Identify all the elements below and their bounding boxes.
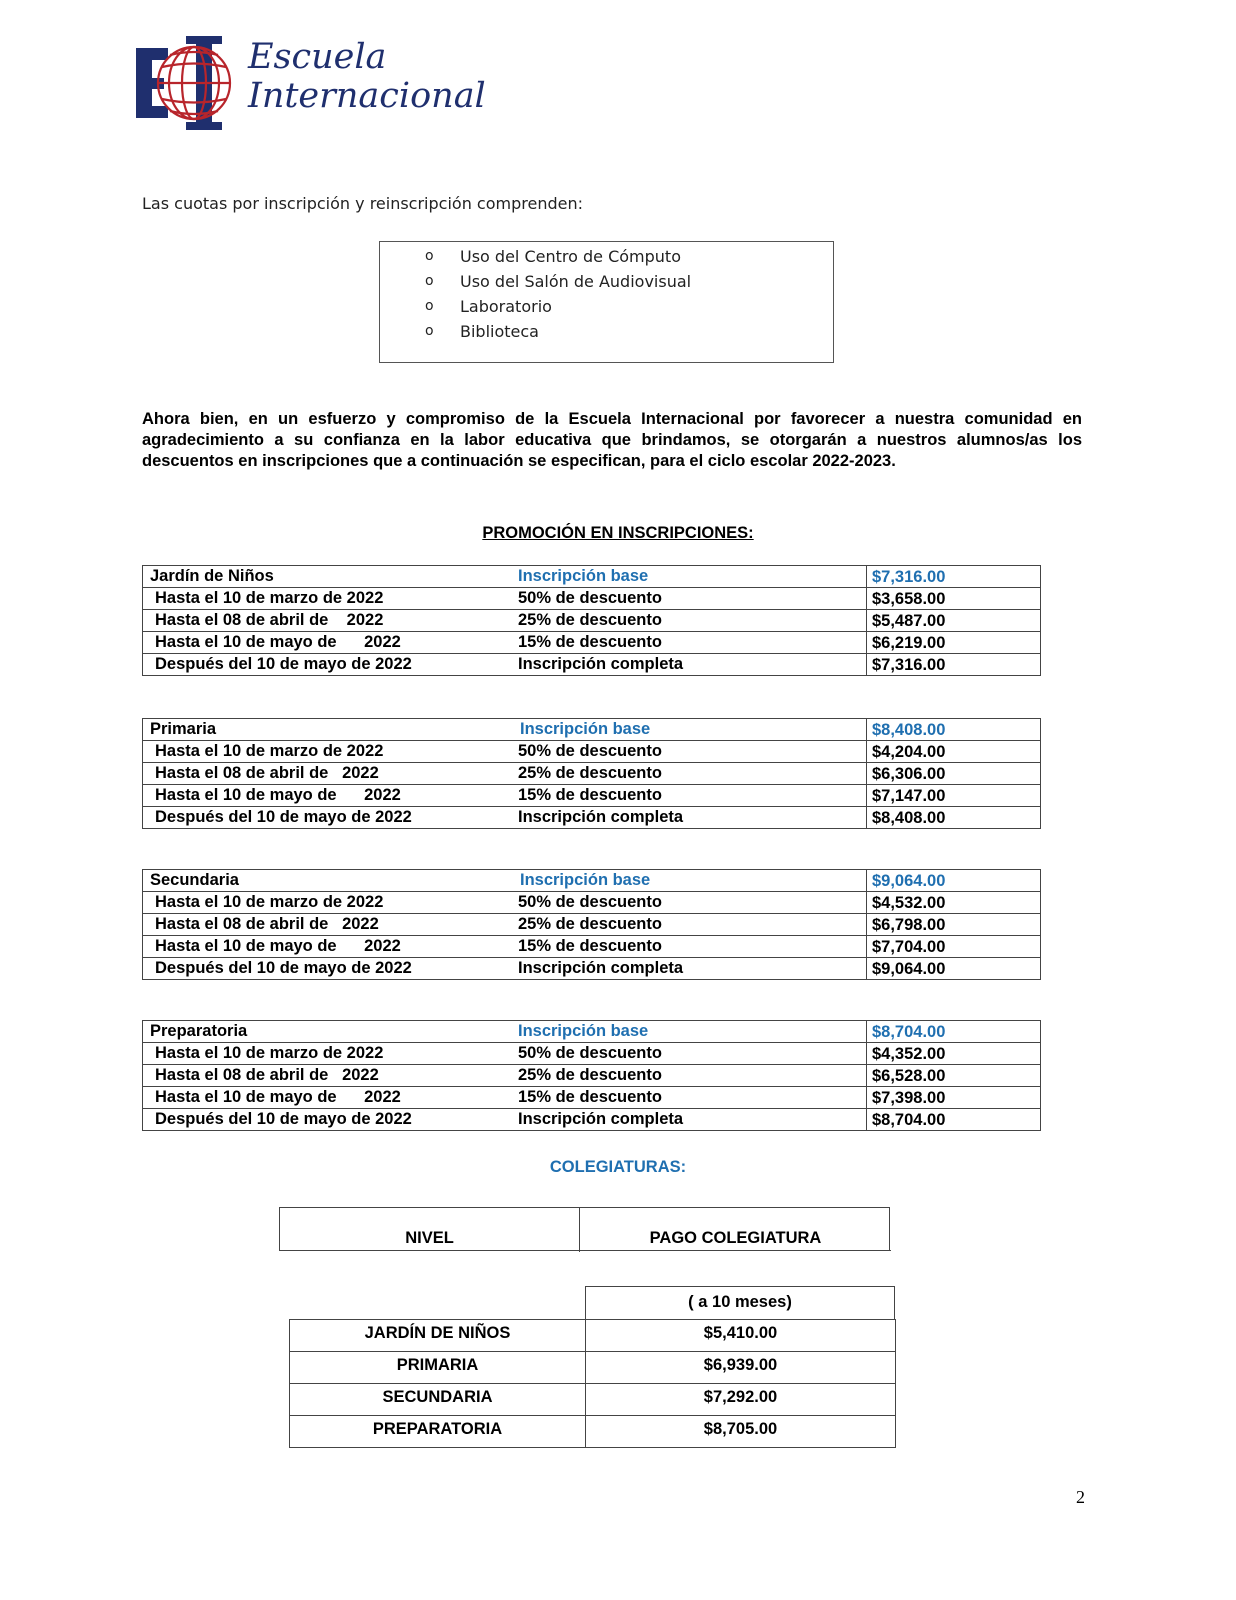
- colegiaturas-header: [279, 1207, 890, 1251]
- promo-title-text: PROMOCIÓN EN INSCRIPCIONES:: [482, 524, 754, 542]
- table-row: [143, 610, 1041, 632]
- includes-box: [379, 241, 834, 363]
- discount-label: 15% de descuento: [518, 937, 662, 955]
- base-price: $8,408.00: [867, 719, 1041, 741]
- table-row: [143, 763, 1041, 785]
- logo-wordmark: [248, 38, 486, 116]
- table-row: [143, 588, 1041, 610]
- discount-paragraph: Ahora bien, en un esfuerzo y compromiso de la Escuela Internacional por favorecer a nuestra comunidad en agradecimiento a su confianza en la labor educativa que brindamos, se otorgarán a nuestros alumnos/as los descuentos en inscripciones que a continuación se especifican, para el ciclo escolar 2022-2023.: [142, 410, 1082, 470]
- bullet-icon: o: [425, 273, 434, 289]
- date-label: Después del 10 de mayo de 2022: [155, 655, 412, 673]
- table-cell: [143, 914, 867, 936]
- table-header-row: [143, 870, 1041, 892]
- date-label: Hasta el 10 de mayo de 2022: [155, 633, 401, 651]
- list-item-label: Uso del Centro de Cómputo: [460, 247, 681, 266]
- base-price: $7,316.00: [867, 566, 1041, 588]
- price-cell: $4,352.00: [867, 1043, 1041, 1065]
- table-cell: [143, 1087, 867, 1109]
- price-cell: $4,532.00: [867, 892, 1041, 914]
- fee-table-jardin: [142, 565, 1041, 676]
- discount-label: 50% de descuento: [518, 742, 662, 760]
- fee-table-secundaria: [142, 869, 1041, 980]
- discount-label: Inscripción completa: [518, 1110, 684, 1128]
- table-cell: [143, 632, 867, 654]
- date-label: Después del 10 de mayo de 2022: [155, 1110, 412, 1128]
- table-row: [143, 654, 1041, 676]
- price-cell: $7,704.00: [867, 936, 1041, 958]
- table-header-row: [143, 566, 1041, 588]
- discount-label: 15% de descuento: [518, 633, 662, 651]
- list-item: [380, 294, 833, 319]
- price-cell: $7,398.00: [867, 1087, 1041, 1109]
- price-cell: $9,064.00: [867, 958, 1041, 980]
- table-header-row: [143, 719, 1041, 741]
- table-cell: [143, 566, 867, 588]
- header-nivel: NIVEL: [280, 1208, 580, 1252]
- table-row: [143, 1043, 1041, 1065]
- level-cell: PRIMARIA: [290, 1352, 586, 1384]
- price-cell: $6,798.00: [867, 914, 1041, 936]
- date-label: Después del 10 de mayo de 2022: [155, 808, 412, 826]
- date-label: Hasta el 08 de abril de 2022: [155, 764, 379, 782]
- list-item-label: Laboratorio: [460, 297, 552, 316]
- discount-label: 25% de descuento: [518, 1066, 662, 1084]
- school-logo: [134, 34, 514, 134]
- table-cell: [143, 892, 867, 914]
- list-item: [380, 319, 833, 344]
- logo-line-1: Escuela: [248, 37, 387, 77]
- fee-table-preparatoria: [142, 1020, 1041, 1131]
- table-header-row: [143, 1021, 1041, 1043]
- table-row: [143, 632, 1041, 654]
- table-row: [143, 892, 1041, 914]
- price-cell: $6,939.00: [586, 1352, 896, 1384]
- date-label: Hasta el 10 de marzo de 2022: [155, 589, 384, 607]
- table-cell: [143, 785, 867, 807]
- date-label: Hasta el 10 de marzo de 2022: [155, 893, 384, 911]
- table-row: [143, 936, 1041, 958]
- price-cell: $8,408.00: [867, 807, 1041, 829]
- discount-label: 25% de descuento: [518, 611, 662, 629]
- table-cell: [143, 763, 867, 785]
- discount-label: 25% de descuento: [518, 764, 662, 782]
- date-label: Hasta el 10 de mayo de 2022: [155, 937, 401, 955]
- colegiaturas-table: [289, 1319, 896, 1448]
- base-price: $8,704.00: [867, 1021, 1041, 1043]
- price-cell: $5,410.00: [586, 1320, 896, 1352]
- table-cell: [143, 741, 867, 763]
- page-number: 2: [1076, 1487, 1085, 1507]
- price-cell: $3,658.00: [867, 588, 1041, 610]
- table-cell: [143, 1021, 867, 1043]
- date-label: Hasta el 10 de mayo de 2022: [155, 786, 401, 804]
- bullet-icon: o: [425, 248, 434, 264]
- date-label: Hasta el 10 de mayo de 2022: [155, 1088, 401, 1106]
- table-cell: [143, 1109, 867, 1131]
- price-cell: $6,528.00: [867, 1065, 1041, 1087]
- price-cell: $7,147.00: [867, 785, 1041, 807]
- date-label: Hasta el 08 de abril de 2022: [155, 1066, 379, 1084]
- bullet-icon: o: [425, 298, 434, 314]
- list-item: [380, 269, 833, 294]
- discount-label: 50% de descuento: [518, 1044, 662, 1062]
- table-cell: [143, 936, 867, 958]
- base-label: Inscripción base: [518, 567, 649, 585]
- table-row: [143, 1109, 1041, 1131]
- table-cell: [143, 1043, 867, 1065]
- colegiaturas-title: COLEGIATURAS:: [549, 1158, 687, 1176]
- date-label: Hasta el 10 de marzo de 2022: [155, 1044, 384, 1062]
- base-label: Inscripción base: [520, 871, 651, 889]
- table-row: [143, 807, 1041, 829]
- price-cell: $5,487.00: [867, 610, 1041, 632]
- discount-label: 50% de descuento: [518, 893, 662, 911]
- list-item-label: Uso del Salón de Audiovisual: [460, 272, 692, 291]
- table-row: [290, 1384, 896, 1416]
- discount-label: Inscripción completa: [518, 655, 684, 673]
- list-item-label: Biblioteca: [460, 322, 539, 341]
- level-cell: PREPARATORIA: [290, 1416, 586, 1448]
- base-price: $9,064.00: [867, 870, 1041, 892]
- bullet-icon: o: [425, 323, 434, 339]
- discount-label: 50% de descuento: [518, 589, 662, 607]
- discount-label: 15% de descuento: [518, 786, 662, 804]
- level-name: Secundaria: [150, 871, 239, 889]
- table-cell: [143, 958, 867, 980]
- fee-table-primaria: [142, 718, 1041, 829]
- price-cell: $8,704.00: [867, 1109, 1041, 1131]
- table-row: [143, 1065, 1041, 1087]
- table-row: [143, 785, 1041, 807]
- level-cell: JARDÍN DE NIÑOS: [290, 1320, 586, 1352]
- table-row: [143, 741, 1041, 763]
- includes-list: [380, 242, 833, 344]
- price-cell: $6,306.00: [867, 763, 1041, 785]
- discount-label: Inscripción completa: [518, 959, 684, 977]
- table-row: [290, 1352, 896, 1384]
- table-row: [143, 958, 1041, 980]
- date-label: Hasta el 08 de abril de 2022: [155, 915, 379, 933]
- table-row: [290, 1320, 896, 1352]
- discount-label: 15% de descuento: [518, 1088, 662, 1106]
- discount-label: Inscripción completa: [518, 808, 684, 826]
- table-row: [143, 1087, 1041, 1109]
- base-label: Inscripción base: [518, 1022, 649, 1040]
- header-divider: [280, 1250, 891, 1251]
- colegiaturas-subheader: ( a 10 meses): [585, 1286, 895, 1320]
- table-row: [143, 914, 1041, 936]
- header-pago: PAGO COLEGIATURA: [649, 1229, 822, 1247]
- table-cell: [143, 610, 867, 632]
- list-item: [380, 244, 833, 269]
- price-cell: $6,219.00: [867, 632, 1041, 654]
- table-cell: [143, 1065, 867, 1087]
- base-label: Inscripción base: [520, 720, 651, 738]
- price-cell: $7,316.00: [867, 654, 1041, 676]
- date-label: Hasta el 08 de abril de 2022: [155, 611, 384, 629]
- level-name: Primaria: [150, 720, 217, 738]
- table-cell: [143, 719, 867, 741]
- price-cell: $4,204.00: [867, 741, 1041, 763]
- date-label: Después del 10 de mayo de 2022: [155, 959, 412, 977]
- level-name: Preparatoria: [150, 1022, 248, 1040]
- table-cell: [143, 807, 867, 829]
- logo-line-2: Internacional: [248, 76, 486, 116]
- table-row: [290, 1416, 896, 1448]
- price-cell: $8,705.00: [586, 1416, 896, 1448]
- intro-text: Las cuotas por inscripción y reinscripción comprenden:: [142, 194, 583, 213]
- price-cell: $7,292.00: [586, 1384, 896, 1416]
- level-cell: SECUNDARIA: [290, 1384, 586, 1416]
- table-cell: [143, 588, 867, 610]
- level-name: Jardín de Niños: [150, 567, 274, 585]
- date-label: Hasta el 10 de marzo de 2022: [155, 742, 384, 760]
- promo-title: [0, 524, 1236, 543]
- table-cell: [143, 870, 867, 892]
- table-cell: [143, 654, 867, 676]
- globe-logo-icon: [134, 34, 246, 132]
- discount-label: 25% de descuento: [518, 915, 662, 933]
